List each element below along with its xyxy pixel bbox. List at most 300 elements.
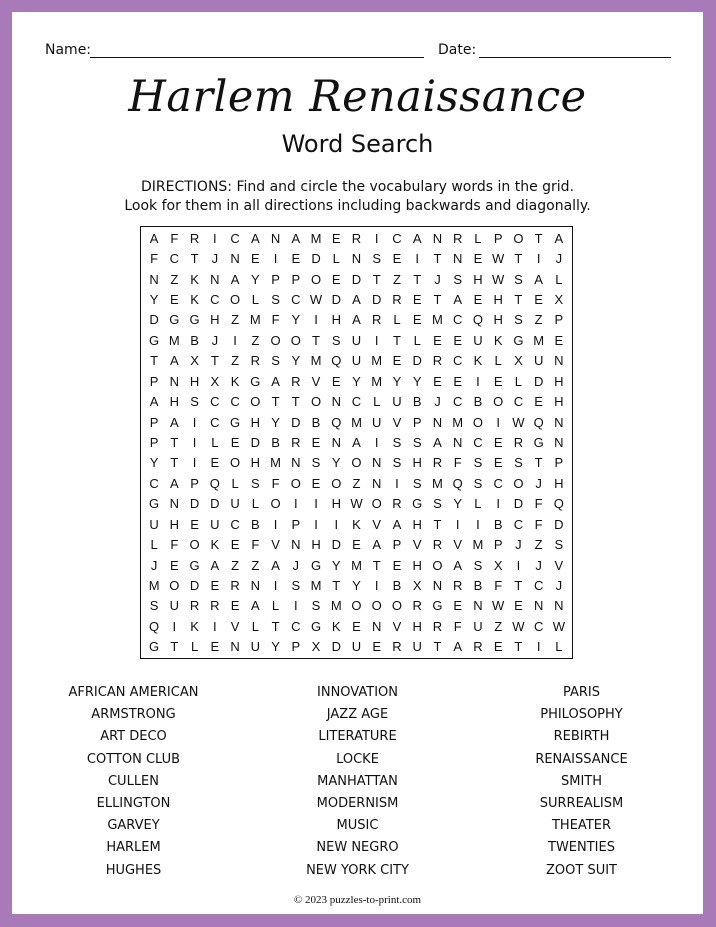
grid-cell[interactable]: V bbox=[453, 537, 463, 553]
grid-cell[interactable]: M bbox=[330, 598, 342, 614]
grid-cell[interactable]: N bbox=[169, 373, 180, 389]
grid-cell[interactable]: M bbox=[310, 353, 322, 369]
grid-cell[interactable]: I bbox=[415, 251, 420, 267]
grid-cell[interactable]: T bbox=[271, 618, 280, 634]
grid-cell[interactable]: C bbox=[452, 353, 463, 369]
grid-cell[interactable]: B bbox=[311, 414, 321, 430]
grid-cell[interactable]: H bbox=[493, 291, 503, 307]
grid-cell[interactable]: T bbox=[433, 291, 442, 307]
grid-cell[interactable]: E bbox=[534, 291, 543, 307]
grid-cell[interactable]: C bbox=[230, 516, 240, 532]
grid-cell[interactable]: O bbox=[351, 598, 362, 614]
grid-cell[interactable]: L bbox=[474, 496, 482, 512]
grid-cell[interactable]: V bbox=[311, 373, 321, 389]
grid-cell[interactable]: R bbox=[230, 577, 240, 593]
grid-cell[interactable]: U bbox=[473, 618, 483, 634]
grid-cell[interactable]: E bbox=[250, 251, 260, 267]
grid-cell[interactable]: L bbox=[150, 537, 158, 553]
grid-cell[interactable]: E bbox=[352, 618, 361, 634]
grid-cell[interactable]: N bbox=[351, 251, 362, 267]
grid-cell[interactable]: I bbox=[496, 496, 500, 512]
grid-cell[interactable]: L bbox=[494, 353, 502, 369]
grid-cell[interactable]: S bbox=[554, 537, 564, 553]
grid-cell[interactable]: M bbox=[533, 332, 545, 348]
grid-cell[interactable]: E bbox=[311, 434, 321, 450]
grid-cell[interactable]: M bbox=[148, 577, 160, 593]
grid-cell[interactable]: W bbox=[309, 291, 323, 307]
grid-cell[interactable]: M bbox=[351, 414, 362, 430]
grid-cell[interactable]: N bbox=[250, 577, 260, 593]
grid-cell[interactable]: E bbox=[170, 557, 179, 573]
grid-cell[interactable]: Y bbox=[291, 353, 301, 369]
grid-cell[interactable]: G bbox=[533, 434, 544, 450]
grid-cell[interactable]: G bbox=[310, 618, 322, 634]
grid-cell[interactable]: R bbox=[392, 496, 402, 512]
grid-cell[interactable]: S bbox=[473, 557, 483, 573]
grid-cell[interactable]: R bbox=[392, 639, 402, 655]
grid-cell[interactable]: A bbox=[352, 291, 361, 307]
grid-cell[interactable]: O bbox=[270, 332, 281, 348]
grid-cell[interactable]: E bbox=[392, 353, 402, 369]
grid-cell[interactable]: A bbox=[392, 516, 402, 532]
grid-cell[interactable]: W bbox=[492, 251, 505, 267]
grid-cell[interactable]: H bbox=[311, 537, 321, 553]
grid-cell[interactable]: N bbox=[331, 394, 341, 410]
grid-cell[interactable]: M bbox=[452, 414, 464, 430]
grid-cell[interactable]: W bbox=[350, 496, 363, 512]
grid-cell[interactable]: Y bbox=[291, 312, 301, 328]
grid-cell[interactable]: F bbox=[170, 537, 179, 553]
grid-cell[interactable]: J bbox=[555, 251, 563, 267]
grid-cell[interactable]: G bbox=[412, 496, 423, 512]
grid-cell[interactable]: O bbox=[371, 496, 382, 512]
grid-cell[interactable]: A bbox=[271, 557, 280, 573]
grid-cell[interactable]: E bbox=[493, 639, 503, 655]
grid-cell[interactable]: L bbox=[393, 312, 401, 328]
grid-cell[interactable]: S bbox=[271, 291, 280, 307]
grid-cell[interactable]: Z bbox=[392, 271, 401, 287]
grid-cell[interactable]: X bbox=[412, 577, 422, 593]
grid-cell[interactable]: E bbox=[554, 332, 564, 348]
grid-cell[interactable]: O bbox=[371, 598, 382, 614]
grid-cell[interactable]: C bbox=[169, 251, 180, 267]
grid-cell[interactable]: X bbox=[210, 373, 220, 389]
grid-cell[interactable]: S bbox=[149, 598, 159, 614]
grid-cell[interactable]: K bbox=[190, 271, 199, 287]
grid-cell[interactable]: A bbox=[149, 230, 159, 246]
grid-cell[interactable]: G bbox=[189, 557, 200, 573]
grid-cell[interactable]: O bbox=[331, 475, 342, 491]
grid-cell[interactable]: J bbox=[211, 332, 219, 348]
grid-cell[interactable]: P bbox=[412, 414, 422, 430]
grid-cell[interactable]: Y bbox=[352, 577, 361, 593]
grid-cell[interactable]: C bbox=[452, 394, 463, 410]
grid-cell[interactable]: I bbox=[273, 577, 278, 593]
grid-cell[interactable]: N bbox=[372, 618, 382, 634]
grid-cell[interactable]: B bbox=[190, 332, 199, 348]
grid-cell[interactable]: K bbox=[473, 353, 483, 369]
grid-cell[interactable]: U bbox=[169, 598, 180, 614]
grid-cell[interactable]: U bbox=[473, 332, 483, 348]
grid-cell[interactable]: E bbox=[453, 598, 463, 614]
grid-cell[interactable]: R bbox=[351, 230, 362, 246]
grid-cell[interactable]: N bbox=[554, 434, 564, 450]
grid-cell[interactable]: W bbox=[512, 618, 525, 634]
grid-cell[interactable]: V bbox=[554, 557, 564, 573]
grid-cell[interactable]: C bbox=[291, 291, 301, 307]
grid-cell[interactable]: O bbox=[432, 557, 443, 573]
grid-cell[interactable]: N bbox=[432, 414, 443, 430]
grid-cell[interactable]: S bbox=[372, 251, 382, 267]
grid-cell[interactable]: N bbox=[291, 537, 301, 553]
grid-cell[interactable]: P bbox=[493, 230, 503, 246]
grid-cell[interactable]: I bbox=[516, 557, 521, 573]
grid-cell[interactable]: R bbox=[513, 434, 524, 450]
grid-cell[interactable]: E bbox=[473, 251, 483, 267]
grid-cell[interactable]: O bbox=[310, 394, 322, 410]
grid-cell[interactable]: I bbox=[172, 618, 177, 634]
grid-cell[interactable]: L bbox=[211, 434, 219, 450]
grid-cell[interactable]: L bbox=[555, 271, 563, 287]
grid-cell[interactable]: Z bbox=[231, 557, 240, 573]
grid-cell[interactable]: T bbox=[433, 251, 442, 267]
grid-cell[interactable]: S bbox=[453, 271, 463, 287]
grid-cell[interactable]: P bbox=[554, 455, 564, 471]
grid-cell[interactable]: U bbox=[392, 394, 402, 410]
grid-cell[interactable]: N bbox=[270, 230, 281, 246]
grid-cell[interactable]: E bbox=[230, 598, 240, 614]
grid-cell[interactable]: Y bbox=[149, 455, 159, 471]
grid-cell[interactable]: Z bbox=[231, 353, 240, 369]
grid-cell[interactable]: E bbox=[230, 537, 240, 553]
grid-cell[interactable]: R bbox=[210, 598, 220, 614]
grid-cell[interactable]: J bbox=[434, 271, 441, 287]
grid-cell[interactable]: N bbox=[372, 475, 382, 491]
grid-cell[interactable]: A bbox=[453, 557, 463, 573]
grid-cell[interactable]: P bbox=[554, 312, 564, 328]
grid-cell[interactable]: Y bbox=[352, 373, 361, 389]
grid-cell[interactable]: Q bbox=[331, 353, 342, 369]
grid-cell[interactable]: G bbox=[432, 598, 443, 614]
grid-cell[interactable]: T bbox=[271, 394, 280, 410]
grid-cell[interactable]: G bbox=[149, 639, 160, 655]
grid-cell[interactable]: S bbox=[311, 455, 321, 471]
grid-cell[interactable]: T bbox=[514, 577, 523, 593]
grid-cell[interactable]: N bbox=[554, 353, 564, 369]
grid-cell[interactable]: E bbox=[453, 373, 463, 389]
grid-cell[interactable]: I bbox=[536, 639, 541, 655]
grid-cell[interactable]: C bbox=[230, 230, 240, 246]
grid-cell[interactable]: P bbox=[149, 414, 159, 430]
grid-cell[interactable]: E bbox=[392, 251, 402, 267]
grid-cell[interactable]: L bbox=[271, 598, 280, 614]
grid-cell[interactable]: R bbox=[432, 618, 443, 634]
grid-cell[interactable]: U bbox=[230, 496, 240, 512]
grid-cell[interactable]: N bbox=[452, 434, 463, 450]
grid-cell[interactable]: M bbox=[371, 373, 383, 389]
grid-cell[interactable]: S bbox=[291, 577, 301, 593]
grid-cell[interactable]: B bbox=[493, 516, 503, 532]
grid-cell[interactable]: K bbox=[331, 618, 341, 634]
grid-cell[interactable]: L bbox=[413, 332, 421, 348]
grid-cell[interactable]: E bbox=[311, 475, 321, 491]
grid-cell[interactable]: E bbox=[190, 516, 199, 532]
grid-cell[interactable]: K bbox=[352, 516, 361, 532]
grid-cell[interactable]: U bbox=[351, 332, 362, 348]
grid-cell[interactable]: E bbox=[230, 434, 240, 450]
grid-cell[interactable]: T bbox=[170, 455, 179, 471]
grid-cell[interactable]: Y bbox=[149, 291, 159, 307]
grid-cell[interactable]: O bbox=[391, 598, 403, 614]
grid-cell[interactable]: X bbox=[493, 557, 503, 573]
grid-cell[interactable]: Z bbox=[251, 557, 260, 573]
grid-cell[interactable]: I bbox=[293, 598, 298, 614]
grid-cell[interactable]: I bbox=[496, 414, 500, 430]
grid-cell[interactable]: T bbox=[514, 251, 523, 267]
grid-cell[interactable]: K bbox=[190, 291, 199, 307]
grid-cell[interactable]: E bbox=[534, 394, 543, 410]
grid-cell[interactable]: Q bbox=[209, 475, 220, 491]
grid-cell[interactable]: T bbox=[433, 639, 442, 655]
grid-cell[interactable]: E bbox=[392, 557, 402, 573]
grid-cell[interactable]: F bbox=[453, 455, 462, 471]
grid-cell[interactable]: E bbox=[372, 639, 382, 655]
grid-cell[interactable]: C bbox=[513, 516, 524, 532]
grid-cell[interactable]: P bbox=[149, 373, 159, 389]
grid-cell[interactable]: T bbox=[392, 332, 401, 348]
grid-cell[interactable]: Y bbox=[271, 639, 280, 655]
grid-cell[interactable]: T bbox=[170, 639, 179, 655]
grid-cell[interactable]: N bbox=[432, 230, 443, 246]
grid-cell[interactable]: U bbox=[250, 639, 260, 655]
grid-cell[interactable]: B bbox=[473, 394, 483, 410]
grid-cell[interactable]: H bbox=[331, 312, 341, 328]
grid-cell[interactable]: D bbox=[291, 414, 301, 430]
grid-cell[interactable]: L bbox=[555, 639, 563, 655]
grid-cell[interactable]: T bbox=[514, 291, 523, 307]
grid-cell[interactable]: L bbox=[190, 639, 199, 655]
grid-cell[interactable]: Z bbox=[170, 271, 179, 287]
grid-cell[interactable]: F bbox=[494, 577, 503, 593]
grid-cell[interactable]: J bbox=[150, 557, 158, 573]
grid-cell[interactable]: D bbox=[331, 291, 341, 307]
grid-cell[interactable]: T bbox=[534, 230, 543, 246]
grid-cell[interactable]: A bbox=[453, 291, 463, 307]
grid-cell[interactable]: N bbox=[554, 598, 564, 614]
grid-cell[interactable]: Q bbox=[553, 496, 564, 512]
grid-cell[interactable]: P bbox=[291, 516, 301, 532]
grid-cell[interactable]: Y bbox=[331, 455, 341, 471]
grid-cell[interactable]: Z bbox=[534, 312, 543, 328]
grid-cell[interactable]: G bbox=[169, 312, 180, 328]
grid-cell[interactable]: U bbox=[533, 353, 544, 369]
grid-cell[interactable]: X bbox=[554, 291, 564, 307]
grid-cell[interactable]: I bbox=[192, 414, 197, 430]
grid-cell[interactable]: O bbox=[513, 475, 524, 491]
grid-cell[interactable]: I bbox=[233, 332, 237, 348]
grid-cell[interactable]: S bbox=[473, 455, 483, 471]
grid-cell[interactable]: C bbox=[210, 291, 220, 307]
grid-cell[interactable]: J bbox=[434, 394, 441, 410]
grid-cell[interactable]: U bbox=[372, 414, 382, 430]
grid-cell[interactable]: Y bbox=[250, 271, 260, 287]
grid-cell[interactable]: E bbox=[514, 598, 523, 614]
grid-cell[interactable]: H bbox=[331, 496, 341, 512]
grid-cell[interactable]: I bbox=[476, 373, 480, 389]
grid-cell[interactable]: E bbox=[331, 373, 341, 389]
grid-cell[interactable]: I bbox=[273, 251, 278, 267]
grid-cell[interactable]: U bbox=[351, 639, 362, 655]
grid-cell[interactable]: M bbox=[310, 577, 322, 593]
grid-cell[interactable]: C bbox=[230, 394, 240, 410]
grid-cell[interactable]: V bbox=[372, 516, 382, 532]
grid-cell[interactable]: E bbox=[493, 373, 503, 389]
grid-cell[interactable]: T bbox=[291, 394, 300, 410]
grid-cell[interactable]: T bbox=[413, 271, 422, 287]
grid-cell[interactable]: G bbox=[250, 373, 261, 389]
grid-cell[interactable]: M bbox=[432, 475, 443, 491]
grid-cell[interactable]: O bbox=[270, 496, 281, 512]
grid-cell[interactable]: H bbox=[250, 414, 260, 430]
grid-cell[interactable]: O bbox=[513, 230, 524, 246]
grid-cell[interactable]: N bbox=[432, 577, 443, 593]
grid-cell[interactable]: Z bbox=[534, 537, 543, 553]
grid-cell[interactable]: S bbox=[433, 496, 442, 512]
grid-cell[interactable]: X bbox=[190, 353, 199, 369]
grid-cell[interactable]: T bbox=[170, 434, 179, 450]
grid-cell[interactable]: O bbox=[472, 414, 483, 430]
grid-cell[interactable]: Q bbox=[533, 414, 544, 430]
grid-cell[interactable]: L bbox=[474, 230, 482, 246]
grid-cell[interactable]: R bbox=[432, 455, 443, 471]
grid-cell[interactable]: H bbox=[554, 373, 564, 389]
grid-cell[interactable]: G bbox=[149, 496, 160, 512]
grid-cell[interactable]: J bbox=[515, 537, 522, 553]
grid-cell[interactable]: G bbox=[310, 557, 322, 573]
grid-cell[interactable]: Q bbox=[452, 475, 463, 491]
grid-cell[interactable]: N bbox=[169, 496, 180, 512]
date-field[interactable] bbox=[479, 57, 671, 58]
grid-cell[interactable]: Y bbox=[271, 414, 280, 430]
grid-cell[interactable]: I bbox=[213, 230, 217, 246]
grid-cell[interactable]: S bbox=[392, 455, 402, 471]
grid-cell[interactable]: C bbox=[493, 475, 503, 491]
grid-cell[interactable]: H bbox=[169, 394, 180, 410]
grid-cell[interactable]: I bbox=[192, 434, 197, 450]
grid-cell[interactable]: N bbox=[554, 414, 564, 430]
grid-cell[interactable]: L bbox=[373, 394, 381, 410]
grid-cell[interactable]: Z bbox=[352, 475, 361, 491]
grid-cell[interactable]: I bbox=[293, 496, 298, 512]
grid-cell[interactable]: R bbox=[432, 353, 443, 369]
grid-cell[interactable]: V bbox=[271, 537, 280, 553]
grid-cell[interactable]: N bbox=[230, 639, 240, 655]
grid-cell[interactable]: T bbox=[372, 271, 381, 287]
grid-cell[interactable]: B bbox=[250, 516, 260, 532]
grid-cell[interactable]: A bbox=[250, 598, 260, 614]
grid-cell[interactable]: D bbox=[311, 251, 321, 267]
grid-cell[interactable]: H bbox=[412, 455, 422, 471]
grid-cell[interactable]: L bbox=[332, 251, 340, 267]
grid-cell[interactable]: C bbox=[513, 394, 524, 410]
grid-cell[interactable]: F bbox=[271, 475, 280, 491]
grid-cell[interactable]: R bbox=[372, 312, 382, 328]
grid-cell[interactable]: H bbox=[250, 455, 260, 471]
grid-cell[interactable]: C bbox=[452, 312, 463, 328]
grid-cell[interactable]: O bbox=[230, 455, 241, 471]
grid-cell[interactable]: D bbox=[189, 577, 200, 593]
grid-cell[interactable]: O bbox=[250, 394, 261, 410]
grid-cell[interactable]: E bbox=[331, 230, 341, 246]
grid-cell[interactable]: N bbox=[230, 251, 240, 267]
grid-cell[interactable]: D bbox=[351, 271, 362, 287]
grid-cell[interactable]: I bbox=[476, 516, 480, 532]
grid-cell[interactable]: S bbox=[331, 332, 341, 348]
grid-cell[interactable]: E bbox=[210, 455, 220, 471]
grid-cell[interactable]: L bbox=[231, 475, 239, 491]
grid-cell[interactable]: J bbox=[535, 557, 542, 573]
grid-cell[interactable]: G bbox=[513, 332, 524, 348]
grid-cell[interactable]: S bbox=[311, 598, 321, 614]
grid-cell[interactable]: I bbox=[192, 455, 197, 471]
grid-cell[interactable]: A bbox=[170, 414, 179, 430]
grid-cell[interactable]: I bbox=[374, 577, 379, 593]
grid-cell[interactable]: E bbox=[352, 537, 361, 553]
grid-cell[interactable]: T bbox=[433, 516, 442, 532]
grid-cell[interactable]: E bbox=[453, 332, 463, 348]
grid-cell[interactable]: O bbox=[351, 455, 362, 471]
grid-cell[interactable]: R bbox=[473, 639, 483, 655]
grid-cell[interactable]: C bbox=[291, 618, 301, 634]
grid-cell[interactable]: L bbox=[514, 373, 523, 389]
grid-cell[interactable]: S bbox=[514, 271, 523, 287]
grid-cell[interactable]: D bbox=[412, 353, 422, 369]
grid-cell[interactable]: K bbox=[230, 373, 240, 389]
grid-cell[interactable]: I bbox=[213, 618, 217, 634]
grid-cell[interactable]: R bbox=[392, 291, 402, 307]
grid-cell[interactable]: A bbox=[433, 434, 442, 450]
grid-cell[interactable]: Z bbox=[251, 332, 260, 348]
grid-cell[interactable]: A bbox=[291, 230, 301, 246]
grid-cell[interactable]: L bbox=[251, 618, 259, 634]
grid-cell[interactable]: M bbox=[371, 353, 383, 369]
grid-cell[interactable]: R bbox=[412, 598, 422, 614]
grid-cell[interactable]: I bbox=[536, 251, 541, 267]
grid-cell[interactable]: K bbox=[210, 537, 220, 553]
grid-cell[interactable]: H bbox=[473, 271, 483, 287]
grid-cell[interactable]: V bbox=[412, 537, 422, 553]
grid-cell[interactable]: T bbox=[372, 557, 381, 573]
grid-cell[interactable]: H bbox=[189, 373, 200, 389]
grid-cell[interactable]: G bbox=[149, 332, 160, 348]
grid-cell[interactable]: E bbox=[291, 251, 301, 267]
grid-cell[interactable]: R bbox=[452, 577, 463, 593]
grid-cell[interactable]: A bbox=[412, 230, 422, 246]
grid-cell[interactable]: R bbox=[432, 537, 443, 553]
grid-cell[interactable]: B bbox=[412, 394, 422, 410]
grid-cell[interactable]: E bbox=[412, 291, 422, 307]
grid-cell[interactable]: D bbox=[554, 516, 564, 532]
grid-cell[interactable]: V bbox=[230, 618, 240, 634]
grid-cell[interactable]: S bbox=[392, 434, 402, 450]
grid-cell[interactable]: D bbox=[149, 312, 159, 328]
grid-cell[interactable]: R bbox=[189, 598, 200, 614]
grid-cell[interactable]: F bbox=[170, 230, 179, 246]
grid-cell[interactable]: I bbox=[334, 516, 339, 532]
grid-cell[interactable]: I bbox=[314, 496, 318, 512]
grid-cell[interactable]: O bbox=[230, 291, 241, 307]
grid-cell[interactable]: H bbox=[412, 516, 422, 532]
